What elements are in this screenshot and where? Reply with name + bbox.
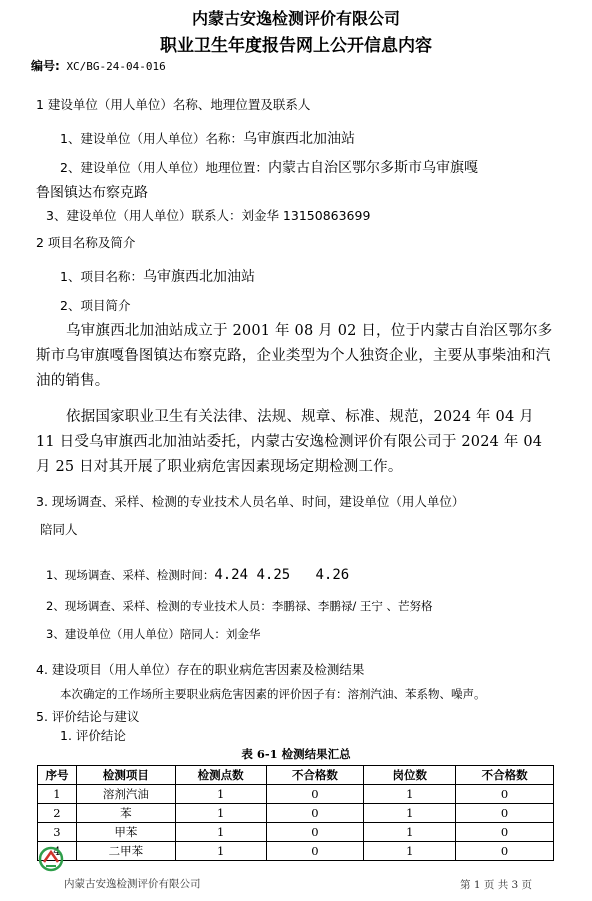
s2-name-value: 乌审旗西北加油站 <box>142 269 255 285</box>
table-cell: 1 <box>175 785 266 804</box>
section-1-heading: 1 建设单位（用人单位）名称、地理位置及联系人 <box>36 97 311 112</box>
s2-intro-paragraph-1: 乌审旗西北加油站成立于 2001 年 08 月 02 日，位于内蒙古自治区鄂尔多斯市乌审旗嘎鲁图镇达布察克路，企业类型为个人独资企业，主要从事柴油和汽油的销售。 <box>36 323 553 389</box>
table-header-cell: 不合格数 <box>456 766 554 785</box>
table-cell: 4 <box>38 842 77 861</box>
s5-subheading: 1. 评价结论 <box>60 728 126 743</box>
table-cell: 1 <box>175 823 266 842</box>
table-cell: 1 <box>364 823 456 842</box>
table-row <box>38 804 554 823</box>
document-code <box>31 57 166 74</box>
table-cell: 1 <box>38 785 77 804</box>
s1-location-value: 内蒙古自治区鄂尔多斯市乌审旗嘎 <box>267 160 478 176</box>
table-header-row <box>38 766 554 785</box>
s3-staff-line: 2、现场调查、采样、检测的专业技术人员：李鹏禄、李鹏禄/ 王宁 、芒努格 <box>46 599 433 613</box>
s1-name-label: 1、建设单位（用人单位）名称： <box>60 131 243 146</box>
table-cell: 苯 <box>76 804 175 823</box>
table-cell: 溶剂汽油 <box>76 785 175 804</box>
table-cell: 二甲苯 <box>76 842 175 861</box>
table-header-cell: 检测点数 <box>175 766 266 785</box>
s1-name-line <box>60 128 355 148</box>
s2-name-line <box>60 266 255 286</box>
footer-company: 内蒙古安逸检测评价有限公司 <box>64 878 201 890</box>
table-cell: 0 <box>266 842 364 861</box>
table-header-cell: 序号 <box>38 766 77 785</box>
s1-location-line <box>60 157 478 177</box>
table-cell: 0 <box>456 823 554 842</box>
table-cell: 1 <box>364 804 456 823</box>
table-caption: 表 6-1 检测结果汇总 <box>241 747 351 761</box>
table-cell: 2 <box>38 804 77 823</box>
s2-intro-label: 2、项目简介 <box>60 298 131 313</box>
s3-time-line <box>46 567 349 583</box>
s2-name-label: 1、项目名称： <box>60 269 143 284</box>
footer-page-number: 第 1 页 共 3 页 <box>460 879 533 891</box>
s4-text: 本次确定的工作场所主要职业病危害因素的评价因子有：溶剂汽油、苯系物、噪声。 <box>60 687 486 701</box>
s2-intro-paragraph-2: 依据国家职业卫生有关法律、法规、规章、标准、规范，2024 年 04 月 11 日受乌审旗西北加油站委托，内蒙古安逸检测评价有限公司于 2024 年 04 月 25 日对其开展了职业病危害因素现场定期检测工作。 <box>36 409 543 475</box>
s1-location-label: 2、建设单位（用人单位）地理位置： <box>60 160 268 175</box>
table-cell: 0 <box>456 785 554 804</box>
section-2-heading: 2 项目名称及简介 <box>36 235 136 250</box>
s1-location-value-cont: 鲁图镇达布察克路 <box>36 185 148 201</box>
table-cell: 1 <box>364 785 456 804</box>
company-title: 内蒙古安逸检测评价有限公司 <box>191 9 400 28</box>
table-cell: 3 <box>38 823 77 842</box>
section-3-heading: 3. 现场调查、采样、检测的专业技术人员名单、时间，建设单位（用人单位） <box>36 494 465 509</box>
table-row <box>38 823 554 842</box>
table-cell: 1 <box>364 842 456 861</box>
s1-contact-line: 3、建设单位（用人单位）联系人：刘金华 13150863699 <box>46 208 371 223</box>
s3-time-value: 4.24 4.25 4.26 <box>214 567 350 583</box>
section-5-heading: 5. 评价结论与建议 <box>36 709 140 724</box>
table-cell: 0 <box>456 842 554 861</box>
table-row <box>38 842 554 861</box>
table-cell: 甲苯 <box>76 823 175 842</box>
section-3-heading-cont: 陪同人 <box>40 522 78 537</box>
table-cell: 0 <box>456 804 554 823</box>
table-header-cell: 不合格数 <box>266 766 364 785</box>
table-cell: 0 <box>266 823 364 842</box>
document-title: 职业卫生年度报告网上公开信息内容 <box>160 36 432 56</box>
table-cell: 0 <box>266 785 364 804</box>
code-label: 编号: <box>31 59 60 73</box>
section-4-heading: 4. 建设项目（用人单位）存在的职业病危害因素及检测结果 <box>36 662 365 677</box>
table-cell: 1 <box>175 804 266 823</box>
table-header-cell: 岗位数 <box>364 766 456 785</box>
s3-time-label: 1、现场调查、采样、检测时间： <box>46 568 215 582</box>
company-logo-icon <box>38 846 64 872</box>
code-value: XC/BG-24-04-016 <box>66 60 166 73</box>
results-table <box>37 765 554 861</box>
table-cell: 1 <box>175 842 266 861</box>
table-header-cell: 检测项目 <box>76 766 175 785</box>
s1-name-value: 乌审旗西北加油站 <box>242 131 355 147</box>
s3-escort-line: 3、建设单位（用人单位）陪同人：刘金华 <box>46 627 261 641</box>
table-cell: 0 <box>266 804 364 823</box>
table-row <box>38 785 554 804</box>
